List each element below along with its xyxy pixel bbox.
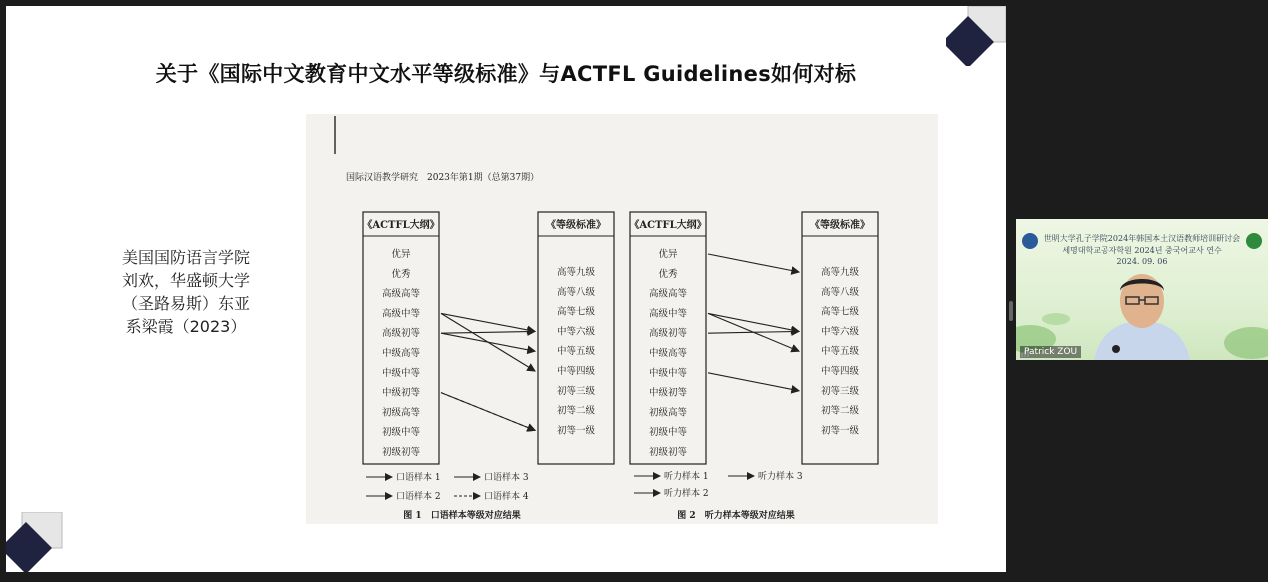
standard-level: 初等三级 xyxy=(556,385,596,397)
actfl-level: 高级中等 xyxy=(381,308,421,320)
standard-level: 初等二级 xyxy=(556,405,596,417)
standard-level: 高等八级 xyxy=(820,286,860,298)
actfl-level: 高级高等 xyxy=(381,288,421,300)
actfl-box-title: 《ACTFL大纲》 xyxy=(362,220,440,231)
attribution-line: 刘欢，华盛顿大学 xyxy=(121,271,250,290)
actfl-level: 优秀 xyxy=(391,268,411,280)
actfl-level: 中级高等 xyxy=(648,348,688,359)
standard-level: 中等五级 xyxy=(820,346,860,358)
mapping-arrow xyxy=(708,373,799,391)
event-subtitle: 세명대학교공자학원 2024년 중국어교사 연수 xyxy=(1062,246,1222,255)
actfl-level: 高级中等 xyxy=(648,308,688,320)
legend-label: 听力样本 3 xyxy=(758,472,803,482)
standard-box-title: 《等级标准》 xyxy=(546,220,606,231)
journal-header: 国际汉语教学研究 2023年第1期（总第37期） xyxy=(346,173,540,183)
standard-level: 高等八级 xyxy=(556,286,596,298)
figure-drawing xyxy=(306,114,938,524)
scanned-figure xyxy=(306,114,938,524)
actfl-level: 高级高等 xyxy=(648,288,688,300)
standard-level: 中等六级 xyxy=(820,326,860,338)
corner-decoration-bottom-left xyxy=(6,512,66,572)
standard-level: 初等二级 xyxy=(820,405,860,417)
actfl-level: 优异 xyxy=(658,249,678,260)
source-attribution xyxy=(91,246,281,338)
actfl-level: 初级中等 xyxy=(648,427,688,439)
actfl-level: 中级初等 xyxy=(381,387,421,399)
legend-label: 口语样本 1 xyxy=(396,473,441,483)
event-date: 2024. 09. 06 xyxy=(1116,257,1168,266)
legend-label: 听力样本 2 xyxy=(664,489,709,499)
panel-resize-handle[interactable] xyxy=(1009,301,1013,321)
mapping-arrow xyxy=(708,313,799,331)
actfl-level: 初级中等 xyxy=(381,427,421,439)
standard-box-title: 《等级标准》 xyxy=(810,220,870,231)
actfl-level: 高级初等 xyxy=(648,328,688,340)
actfl-level: 中级中等 xyxy=(648,367,688,379)
actfl-level: 中级中等 xyxy=(381,367,421,379)
legend-label: 口语样本 4 xyxy=(484,492,529,502)
standard-level: 中等五级 xyxy=(556,346,596,358)
microphone-icon xyxy=(1112,345,1120,353)
standard-level: 高等七级 xyxy=(556,306,596,318)
standard-level: 中等四级 xyxy=(556,366,596,377)
attribution-line: （圣路易斯）东亚 xyxy=(121,294,250,313)
actfl-box-title: 《ACTFL大纲》 xyxy=(629,220,707,231)
actfl-level: 初级高等 xyxy=(648,407,688,419)
standard-level: 中等四级 xyxy=(820,366,860,377)
standard-level: 高等七级 xyxy=(820,306,860,318)
actfl-level: 中级高等 xyxy=(381,348,421,359)
mapping-arrow xyxy=(708,331,799,333)
participant-video-tile[interactable] xyxy=(1016,219,1268,360)
figure-1 xyxy=(362,212,614,521)
standard-level: 中等六级 xyxy=(556,326,596,338)
standard-level: 初等一级 xyxy=(820,425,860,437)
event-title: 世明大学孔子学院2024年韩国本土汉语教师培训研讨会 xyxy=(1043,234,1241,243)
actfl-level: 高级初等 xyxy=(381,328,421,340)
mapping-arrow xyxy=(441,393,535,431)
corner-decoration-top-right xyxy=(946,6,1006,66)
figure-caption: 图 1 口语样本等级对应结果 xyxy=(403,511,521,521)
actfl-level: 初级初等 xyxy=(381,447,421,458)
attribution-line: 美国国防语言学院 xyxy=(121,248,250,267)
actfl-level: 中级初等 xyxy=(648,387,688,399)
actfl-level: 优秀 xyxy=(658,268,678,280)
actfl-level: 优异 xyxy=(391,249,411,260)
legend-label: 口语样本 2 xyxy=(396,492,441,502)
mapping-arrow xyxy=(441,333,535,351)
standard-level: 高等九级 xyxy=(820,267,860,278)
standard-level: 初等三级 xyxy=(820,385,860,397)
actfl-level: 初级高等 xyxy=(381,407,421,419)
participant-name: Patrick ZOU xyxy=(1020,346,1081,358)
attribution-line: 系梁霞（2023） xyxy=(125,317,247,336)
slide-title: 关于《国际中文教育中文水平等级标准》与ACTFL Guidelines如何对标 xyxy=(155,62,857,86)
mapping-arrow xyxy=(441,331,535,333)
legend-label: 口语样本 3 xyxy=(484,473,529,483)
standard-level: 高等九级 xyxy=(556,267,596,278)
actfl-level: 初级初等 xyxy=(648,447,688,458)
figure-2 xyxy=(629,212,878,521)
standard-level: 初等一级 xyxy=(556,425,596,437)
legend-label: 听力样本 1 xyxy=(664,472,709,482)
presentation-slide xyxy=(6,6,1006,572)
mapping-arrow xyxy=(708,254,799,272)
figure-caption: 图 2 听力样本等级对应结果 xyxy=(677,511,795,521)
